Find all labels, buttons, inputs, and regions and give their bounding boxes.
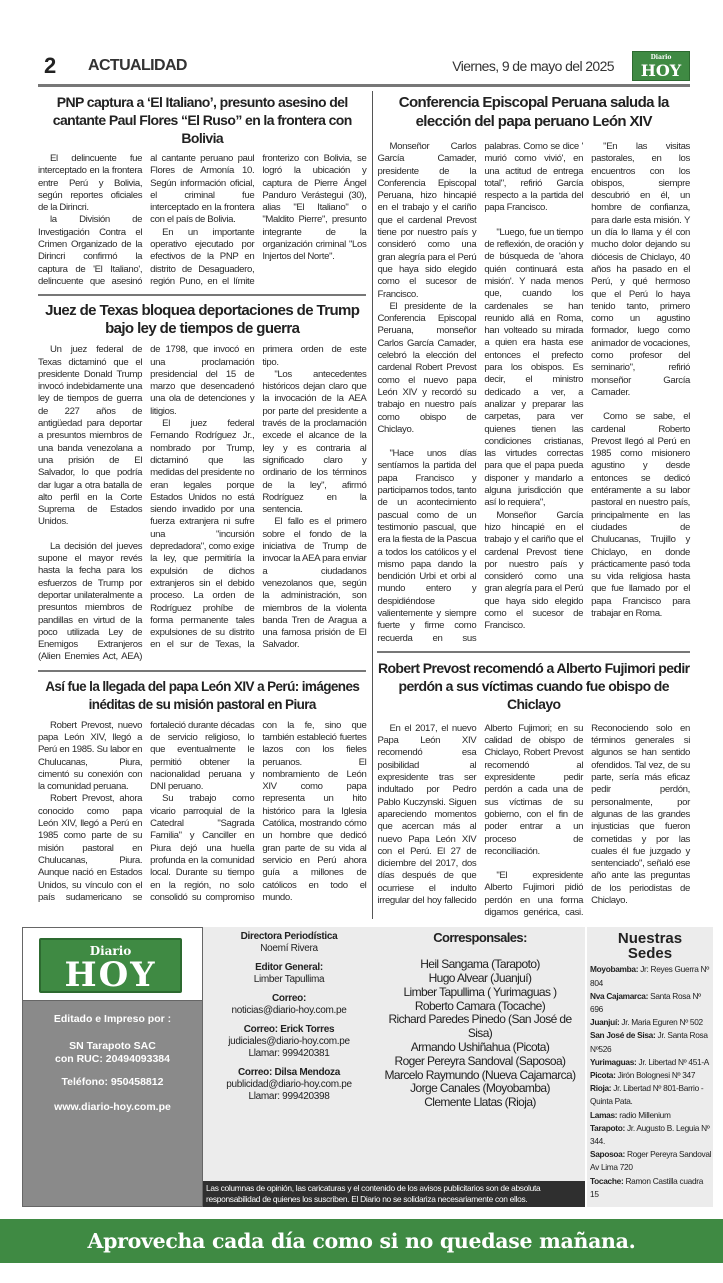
paragraph: "Luego, fue un tiempo de reflexión, de oración y de búsqueda de 'ahora quién continuará esta misión'. Y nada menos que, cuando los cardenales se han reunido allá en Roma, han volteado su mirada a quien era hasta ese entonces el prefecto para los obispos. Es decir, el ministro dedicado a ver, a analizar y preparar las carpetas, para ver quienes tienen las condiciones cristianas, las virtudes correctas para que el papa pueda disponer y mandarlo a alguna jurisdicción que así lo requiera", — [484, 226, 584, 509]
sede-city: Rioja: — [590, 1083, 612, 1094]
paragraph: El presidente de la Conferencia Episcopal Peruana, monseñor Carlos García Camader, celebró la elección del cardenal Robert Prevost como el nuevo papa León XIV y recordó su trabajo en nuestro país como obispo de Chiclayo. — [377, 300, 477, 435]
section-title: ACTUALIDAD — [88, 57, 187, 74]
sede-address: radio Millenium — [619, 1109, 671, 1120]
edited-label: Editado e Impreso por : — [53, 1013, 172, 1026]
company: SN Tarapoto SAC — [69, 1040, 156, 1053]
sede-entry — [587, 990, 713, 1016]
sede-city: Saposoa: — [590, 1149, 625, 1160]
paragraph: "Los antecedentes históricos dejan claro que la invocación de la AEA por parte del presidente a través de la proclamación excede el alcance de la ley y es contraria al significado claro y ordinario de los términos de la ley", afirmó Rodríguez en la sentencia. — [262, 368, 367, 516]
publisher-box — [22, 927, 203, 1207]
article-pnp — [38, 153, 366, 288]
sede-address: Jr. Libertad Nº 451-A — [638, 1056, 710, 1067]
diario-hoy-logo: Diario HOY — [632, 51, 690, 81]
paragraph: Robert Prevost, ahora conocido como papa León XIV, llegó a Perú en 1985 como parte de su misión pastoral en Chulucanas, Piura. Aunque nació en Estados Unidos, su vínculo con el país sudamericano se fortaleció durante décadas de servicio religioso, lo que eventualmente le permitió obtener la nacionalidad peruana y DNI peruano. — [38, 719, 255, 903]
article-fujimori — [377, 723, 690, 919]
sede-entry — [587, 1122, 713, 1148]
sedes-box — [587, 927, 713, 1207]
divider — [38, 294, 366, 296]
sede-address: Jr. Libertad Nº 801-Barrio - Quinta Pata. — [590, 1083, 704, 1107]
sede-address: Jr. Santa Rosa Nº526 — [590, 1030, 708, 1054]
page-number: 2 — [44, 53, 57, 78]
sede-city: Lamas: — [590, 1109, 618, 1120]
correspondent: Limber Tapullima ( Yurimaguas ) — [403, 984, 557, 999]
correspondent: Marcelo Raymundo (Nueva Cajamarca) — [384, 1067, 576, 1082]
correspondents-title: Corresponsales: — [433, 930, 527, 946]
sede-city: Juanjuí: — [590, 1017, 620, 1028]
correspondent: Clemente Llatas (Rioja) — [424, 1095, 536, 1110]
slogan-banner: Aprovecha cada día como si no quedase mañana. — [0, 1219, 723, 1263]
staff-name: Limber Tapullima — [253, 974, 325, 986]
header-divider — [38, 84, 690, 87]
headline-fujimori: Robert Prevost recomendó a Alberto Fujimori pedir perdón a sus víctimas cuando fue obispo de Chiclayo — [377, 659, 690, 712]
sede-entry — [587, 1175, 713, 1201]
sede-entry — [587, 1082, 713, 1108]
staff-role: Editor General: — [255, 962, 323, 974]
staff-entry — [203, 962, 375, 986]
staff-list — [203, 931, 375, 1175]
sede-entry — [587, 1148, 713, 1174]
phone: Teléfono: 950458812 — [61, 1076, 164, 1089]
paragraph: Un juez federal de Texas dictaminó que el presidente Donald Trump invocó indebidamente una ley de tiempos de guerra de 227 años de antigüedad para deportar a presuntos miembros de una banda venezolana a una prisión de El Salvador, lo que podría dar lugar a otra batalla de alto perfil en la Corte Suprema de Estados Unidos. — [38, 344, 143, 528]
correspondent: Armando Ushiñahua (Picota) — [410, 1039, 550, 1054]
paragraph: "El expresidente Alberto Fujimori pidió perdón en una forma digamos genérica, casi. Reconociendo solo en términos generales si algunos se han sentido ofendidos. Tal vez, de su parte, sería más eficaz pedir perdón, personalmente, por algunas de las grandes injusticias que fueron cometidas y por las cuales él fue juzgado y sentenciado", señaló ese año ante las preguntas de los periodistas de Chiclayo. — [484, 722, 690, 919]
sede-city: Yurimaguas: — [590, 1056, 637, 1067]
sede-entry — [587, 1109, 713, 1122]
ruc: con RUC: 20494093384 — [55, 1053, 170, 1066]
staff-role: Correo: Erick Torres — [243, 1024, 335, 1036]
main-content — [38, 91, 690, 919]
article-conferencia — [377, 141, 690, 645]
paragraph: El juez federal Fernando Rodríguez Jr., nombrado por Trump, dictaminó que las medidas del presidente no eran legales porque Estados Unidos no está siendo invadido por una fuerza extranjera ni sufre una "incursión depredadora", como exige la ley, que permitiría la expulsión de dichos extranjeros sin el debido proceso. La orden de Rodríguez prohíbe de forma permanente tales expulsiones de su distrito en el sur de Texas, la primera orden de este tipo. — [150, 344, 367, 651]
disclaimer: Las columnas de opinión, las caricaturas y el contenido de los avisos publicitarios son de absoluta responsabilidad de quienes los suscriben. El Diario no se solidariza necesariamente con ellos. — [203, 1181, 585, 1207]
paragraph: Su trabajo como vicario parroquial de la Catedral "Sagrada Familia" y Canciller en Piura dejó una huella profunda en la comunidad local. Durante su tiempo en la región, no solo consolidó su compromiso con la fe, sino que también estableció fuertes lazos con los fieles peruanos. El nombramiento de León XIV como papa representa un hito histórico para la Iglesia Católica, mostrando cómo un hombre que dedicó gran parte de su vida al servicio en Perú ahora guía a millones de católicos en todo el mundo. — [150, 719, 367, 903]
sede-entry — [587, 1069, 713, 1082]
correspondent: Hugo Alvear (Juanjuí) — [428, 970, 532, 985]
headline-trump: Juez de Texas bloquea deportaciones de Trump bajo ley de tiempos de guerra — [45, 302, 360, 338]
sede-entry — [587, 1056, 713, 1069]
divider — [377, 651, 690, 653]
paragraph: la División de Investigación Contra el Crimen Organizado de la Dirincri confirmó la captura de 'El Italiano', delincuente que asesinó al cantante peruano paul Flores de Armonía 10. Según información oficial, el criminal fue interceptado en la frontera con el país de Bolivia. — [38, 153, 255, 287]
column-divider — [372, 91, 373, 919]
correspondent: Richard Paredes Pinedo (San José de Sisa) — [388, 1012, 572, 1041]
sede-city: Picota: — [590, 1069, 616, 1080]
sedes-title: Nuestras Sedes — [617, 930, 683, 963]
paragraph: El fallo es el primero sobre el fondo de la iniciativa de Trump de invocar la AEA para enviar a ciudadanos venezolanos que, según la administración, son miembros de la violenta banda Tren de Aragua a una famosa prisión de El Salvador. — [262, 516, 367, 651]
staff-name: Noemí Rivera — [260, 943, 318, 955]
website-link[interactable]: www.diario-hoy.com.pe — [54, 1101, 171, 1114]
paragraph: Como se sabe, el cardenal Roberto Prevost llegó al Perú en 1985 como misionero agustino y desde entonces se dedicó entéramente a su labor pastoral en nuestro país, principalmente en las ciudades de Chulucanas, Trujillo y Chiclayo, en donde prácticamente pasó toda su vida religiosa hasta que fue llamado por el papa Francisco para trabajar en Roma. — [591, 411, 690, 619]
staff-role: Correo: — [271, 993, 306, 1005]
staff-name[interactable]: judiciales@diario-hoy.com.pe — [228, 1036, 350, 1048]
sede-address: Ramon Castilla cuadra 15 — [590, 1175, 704, 1199]
correspondent: Heil Sangama (Tarapoto) — [420, 957, 540, 972]
sede-entry — [587, 963, 713, 989]
headline-pnp: PNP captura a ‘El Italiano’, presunto asesino del cantante Paul Flores “El Ruso” en la frontera con Bolivia — [52, 94, 352, 146]
staff-role: Correo: Dilsa Mendoza — [237, 1067, 341, 1079]
paragraph: El delincuente fue interceptado en la frontera entre Perú y Bolivia, según reportes oficiales de la Dirincri. — [38, 153, 143, 214]
article-trump — [38, 344, 366, 663]
sede-entry — [587, 1016, 713, 1029]
sede-address: Jr: Reyes Guerra Nº 804 — [590, 964, 709, 988]
staff-phone: Llamar: 999420381 — [248, 1048, 330, 1060]
staff-name[interactable]: publicidad@diario-hoy.com.pe — [226, 1079, 352, 1091]
page-header — [38, 48, 690, 84]
sede-address: Santa Rosa Nº 696 — [590, 990, 701, 1014]
paragraph: En un importante operativo ejecutado por efectivos de la PNP en distrito de Desaguadero, región Puno, en el límite fronterizo con Bolivia, se logró la ubicación y captura de Pierre Ángel Panduro Verástegui (30), alias "El Italiano" o "Maldito Pierre", presunto integrante de la organización criminal "Los Injertos del Norte". — [150, 153, 367, 287]
staff-entry — [203, 931, 375, 955]
correspondent: Jorge Canales (Moyobamba) — [410, 1081, 550, 1096]
staff-phone: Llamar: 999420398 — [248, 1091, 330, 1103]
sede-address: Roger Pereyra Sandoval Av Lima 720 — [590, 1149, 712, 1173]
sede-city: Tarapoto: — [590, 1122, 625, 1133]
sede-city: Moyobamba: — [590, 964, 639, 975]
sede-city: Nva Cajamarca: — [590, 990, 649, 1001]
correspondent: Roberto Camara (Tocache) — [414, 998, 546, 1013]
staff-entry — [203, 1067, 375, 1103]
correspondent: Roger Pereyra Sandoval (Saposoa) — [394, 1053, 566, 1068]
staff-box — [203, 927, 585, 1207]
footer — [22, 927, 713, 1207]
issue-date: Viernes, 9 de mayo del 2025 — [452, 58, 614, 74]
paragraph: "En las visitas pastorales, en los encuentros con los obispos, siempre descubrió en él, un hombre de confianza, para darle esta misión. Y un día lo llama y él con mucho dolor dejando su diócesis de Chiclayo, 40 años ha pasado en el Perú, y qué hermoso que el Perú lo haya tenido tanto, primero como un agustino formador, luego como animador de vocaciones, como profesor del seminario", refirió monseñor García Camader. — [591, 141, 690, 398]
staff-name[interactable]: noticias@diario-hoy.com.pe — [231, 1005, 347, 1017]
paragraph: Monseñor García hizo hincapié en el trabajo y el cariño que el cardenal Prevost tiene por nuestro país y consideró como una gran alegría para el Perú que haya sido elegido como el sucesor de Francisco. — [484, 509, 584, 632]
sede-address: Jirón Bolognesi Nº 347 — [617, 1069, 696, 1080]
sede-entry — [587, 1029, 713, 1055]
divider — [38, 670, 366, 672]
sede-address: Jr. Maria Eguren Nº 502 — [621, 1017, 703, 1028]
staff-entry — [203, 993, 375, 1017]
headline-conferencia: Conferencia Episcopal Peruana saluda la elección del papa peruano León XIV — [398, 94, 669, 130]
paragraph: En el 2017, el nuevo Papa León XIV recomendó esa posibilidad al expresidente tras ser indultado por Pedro Pablo Kuczynski. Siguen apareciendo momentos que acercan más al nuevo Papa León XIV con el Perú. El 27 de diciembre del 2017, dos días después de que ocurriese el indulto irregular del hoy fallecido Alberto Fujimori; en su calidad de obispo de Chiclayo, Robert Prevost recomendó al expresidente pedir perdón a cada una de sus víctimas de su gobierno, con el fin de poder entrar a un proceso de reconciliación. — [377, 722, 584, 907]
left-column — [38, 91, 368, 919]
headline-papa: Así fue la llegada del papa León XIV a Perú: imágenes inéditas de su misión pastoral en Piura — [45, 678, 360, 712]
paragraph: Robert Prevost, nuevo papa León XIV, llegó a Perú en 1985. Su labor en Chulucanas, Piura, cimentó su conexión con la comunidad peruana. — [38, 719, 143, 793]
sede-city: San José de Sisa: — [590, 1030, 656, 1041]
right-column — [377, 91, 690, 919]
sede-city: Tocache: — [590, 1175, 624, 1186]
paragraph: Monseñor Carlos García Camader, presidente de la Conferencia Episcopal Peruana, hizo hincapié en el trabajo y el cariño que el cardenal Prevost tiene por nuestro país y consideró como una gran alegría para el Perú que haya sido elegido como el sucesor de Francisco. — [377, 141, 477, 300]
staff-entry — [203, 1024, 375, 1060]
paragraph: La decisión del jueves supone el mayor revés hasta la fecha para los esfuerzos de Trump por deportar unilateralmente a presuntos miembros de pandillas en virtud de la poco utilizada Ley de Enemigos Extranjeros (Alien Enemies Act, AEA) de 1798, que invocó en una proclamación presidencial del 15 de marzo que desencadenó una ola de detenciones y litigios. — [38, 344, 255, 663]
correspondents — [375, 931, 585, 1175]
diario-hoy-logo-large: Diario HOY — [39, 938, 182, 993]
paragraph: "Hace unos días sentíamos la partida del papa Francisco y participamos todos, tanto de un acontecimiento pascual como de un testimonio pascual, que era la fiesta de la Pascua a todos los católicos y el mismo papa dando la bendición Urbi et orbi al mundo entero y despidiéndose valientemente y siempre fuerte y firme como recuerda en sus palabras. Como se dice ' murió como vivió', en una actitud de entrega total", refirió García respecto a la partida del papa Francisco. — [377, 141, 584, 644]
staff-role: Directora Periodística — [240, 931, 338, 943]
article-papa — [38, 720, 366, 904]
sede-address: Jr. Augusto B. Leguia Nº 344. — [590, 1122, 710, 1146]
